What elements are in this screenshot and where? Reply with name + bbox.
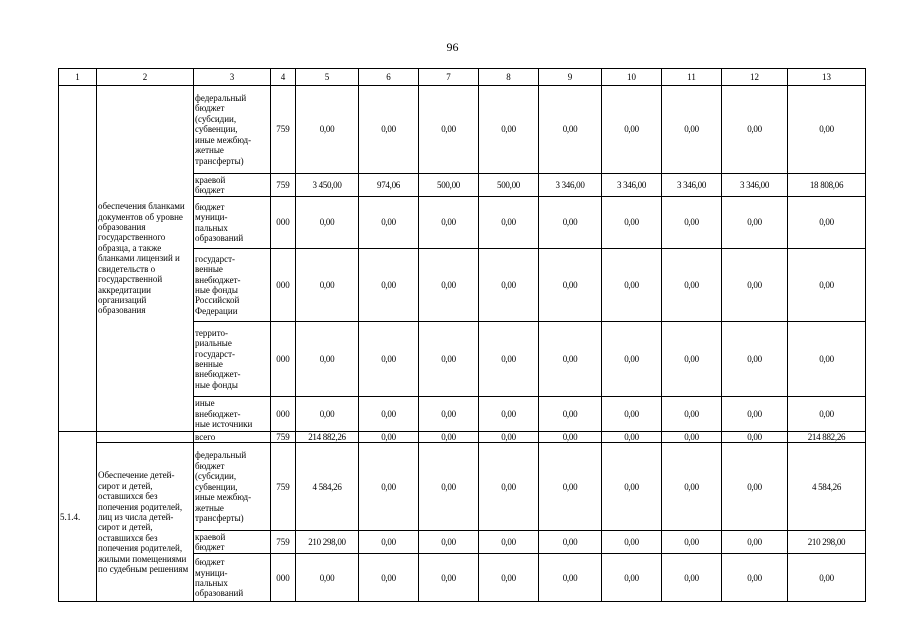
header-col-8: 8 [479,69,539,86]
item-5-1-4-value-col-6: 0,00 [359,531,419,554]
header-col-13: 13 [788,69,866,86]
item-5-1-4-description: Обеспечение детей-сирот и детей, оставшихся без попечения родителей, лиц из числа детей-сирот и детей, оставшихся без попечения родителей, жилыми помещениями по судебным решениям [97,443,194,602]
item-5-1-4-value-col-7: 0,00 [419,554,479,602]
item-5-1-4-value-col-8: 0,00 [479,554,539,602]
item-5-1-4-value-col-12: 0,00 [722,432,788,443]
header-col-6: 6 [359,69,419,86]
item-5-1-3-value-col-13: 18 808,06 [788,174,866,197]
item-5-1-3-value-col-6: 0,00 [359,322,419,397]
item-5-1-3-description: обеспечения бланками документов об уровне образования государственного образца, а также бланками лицензий и свидетельств о государственной аккредитации организаций образования [97,86,194,432]
item-5-1-3-code: 000 [271,322,296,397]
item-5-1-4-code: 759 [271,432,296,443]
item-5-1-3-value-col-10: 0,00 [602,397,662,432]
item-5-1-4-value-col-11: 0,00 [662,443,722,531]
header-col-10: 10 [602,69,662,86]
item-5-1-3-value-col-5: 0,00 [296,249,359,322]
item-5-1-4-value-col-10: 0,00 [602,432,662,443]
header-col-2: 2 [97,69,194,86]
item-5-1-3-funding-source: федеральный бюджет (субсидии, субвенции, иные межбюд- жетные трансферты) [194,86,271,174]
item-5-1-3-value-col-10: 3 346,00 [602,174,662,197]
item-5-1-4-code: 759 [271,531,296,554]
item-5-1-4-value-col-6: 0,00 [359,443,419,531]
item-5-1-4-value-col-11: 0,00 [662,432,722,443]
item-5-1-3-value-col-5: 0,00 [296,397,359,432]
item-5-1-3-value-col-12: 0,00 [722,86,788,174]
item-5-1-3-value-col-13: 0,00 [788,397,866,432]
budget-table [58,68,866,602]
item-5-1-3-value-col-7: 500,00 [419,174,479,197]
item-5-1-4-value-col-5: 0,00 [296,554,359,602]
item-5-1-3-value-col-6: 974,06 [359,174,419,197]
item-5-1-4-number: 5.1.4. [59,432,97,602]
item-5-1-3-value-col-5: 0,00 [296,86,359,174]
item-5-1-4-code: 000 [271,554,296,602]
header-col-9: 9 [539,69,602,86]
header-col-7: 7 [419,69,479,86]
item-5-1-3-code: 759 [271,174,296,197]
item-5-1-4-value-col-10: 0,00 [602,554,662,602]
item-5-1-3-value-col-8: 0,00 [479,197,539,249]
item-5-1-3-value-col-7: 0,00 [419,249,479,322]
header-col-3: 3 [194,69,271,86]
item-5-1-3-value-col-9: 0,00 [539,86,602,174]
header-col-12: 12 [722,69,788,86]
item-5-1-3-value-col-8: 0,00 [479,249,539,322]
header-col-1: 1 [59,69,97,86]
item-5-1-3-value-col-13: 0,00 [788,322,866,397]
item-5-1-4-value-col-12: 0,00 [722,443,788,531]
item-5-1-4-value-col-5: 4 584,26 [296,443,359,531]
item-5-1-3-value-col-11: 0,00 [662,197,722,249]
header-col-11: 11 [662,69,722,86]
item-5-1-3-value-col-13: 0,00 [788,249,866,322]
item-5-1-3-value-col-8: 0,00 [479,86,539,174]
item-5-1-4-row [59,432,866,443]
item-5-1-3-value-col-5: 0,00 [296,322,359,397]
item-5-1-4-value-col-11: 0,00 [662,531,722,554]
item-5-1-3-value-col-11: 0,00 [662,322,722,397]
item-5-1-3-value-col-10: 0,00 [602,197,662,249]
item-5-1-4-funding-source: бюджет муници- пальных образований [194,554,271,602]
item-5-1-3-value-col-10: 0,00 [602,322,662,397]
item-5-1-4-code: 759 [271,443,296,531]
item-5-1-4-value-col-6: 0,00 [359,554,419,602]
item-5-1-4-value-col-10: 0,00 [602,443,662,531]
item-5-1-3-value-col-6: 0,00 [359,86,419,174]
header-col-4: 4 [271,69,296,86]
item-5-1-4-value-col-12: 0,00 [722,554,788,602]
item-5-1-3-value-col-9: 0,00 [539,249,602,322]
item-5-1-3-value-col-7: 0,00 [419,197,479,249]
item-5-1-4-value-col-8: 0,00 [479,443,539,531]
item-5-1-3-value-col-12: 3 346,00 [722,174,788,197]
item-5-1-4-value-col-8: 0,00 [479,432,539,443]
item-5-1-4-funding-source: федеральный бюджет (субсидии, субвенции, иные межбюд- жетные трансферты) [194,443,271,531]
item-5-1-4-funding-source: всего [194,432,271,443]
item-5-1-4-value-col-11: 0,00 [662,554,722,602]
item-5-1-3-value-col-6: 0,00 [359,249,419,322]
item-5-1-4-value-col-12: 0,00 [722,531,788,554]
item-5-1-3-value-col-9: 0,00 [539,322,602,397]
item-5-1-3-value-col-10: 0,00 [602,249,662,322]
item-5-1-4-value-col-13: 214 882,26 [788,432,866,443]
page-number: 96 [446,40,459,54]
header-col-5: 5 [296,69,359,86]
item-5-1-3-code: 759 [271,86,296,174]
item-5-1-3-value-col-5: 3 450,00 [296,174,359,197]
item-5-1-4-value-col-9: 0,00 [539,432,602,443]
item-5-1-3-funding-source: террито- риальные государст- венные внебюджет- ные фонды [194,322,271,397]
item-5-1-3-value-col-7: 0,00 [419,86,479,174]
item-5-1-3-number [59,86,97,432]
item-5-1-3-value-col-5: 0,00 [296,197,359,249]
item-5-1-4-row [59,443,866,531]
item-5-1-4-value-col-10: 0,00 [602,531,662,554]
item-5-1-3-row [59,86,866,174]
item-5-1-3-value-col-8: 0,00 [479,322,539,397]
item-5-1-3-funding-source: государст- венные внебюджет- ные фонды Российской Федерации [194,249,271,322]
item-5-1-4-value-col-5: 210 298,00 [296,531,359,554]
item-5-1-3-value-col-9: 0,00 [539,197,602,249]
item-5-1-3-value-col-12: 0,00 [722,397,788,432]
item-5-1-3-value-col-12: 0,00 [722,322,788,397]
item-5-1-4-value-col-13: 0,00 [788,554,866,602]
item-5-1-3-value-col-8: 500,00 [479,174,539,197]
item-5-1-4-value-col-5: 214 882,26 [296,432,359,443]
item-5-1-3-value-col-9: 0,00 [539,397,602,432]
item-5-1-3-value-col-11: 0,00 [662,86,722,174]
item-5-1-3-code: 000 [271,397,296,432]
item-5-1-4-value-col-7: 0,00 [419,432,479,443]
item-5-1-4-value-col-9: 0,00 [539,554,602,602]
item-5-1-4-description-top [97,432,194,443]
item-5-1-4-value-col-13: 4 584,26 [788,443,866,531]
item-5-1-3-value-col-11: 0,00 [662,249,722,322]
item-5-1-3-value-col-10: 0,00 [602,86,662,174]
item-5-1-3-funding-source: краевой бюджет [194,174,271,197]
item-5-1-3-value-col-11: 3 346,00 [662,174,722,197]
item-5-1-4-value-col-9: 0,00 [539,531,602,554]
item-5-1-3-value-col-13: 0,00 [788,86,866,174]
item-5-1-3-funding-source: бюджет муници- пальных образований [194,197,271,249]
item-5-1-3-value-col-6: 0,00 [359,397,419,432]
item-5-1-3-value-col-9: 3 346,00 [539,174,602,197]
item-5-1-3-value-col-8: 0,00 [479,397,539,432]
item-5-1-3-value-col-7: 0,00 [419,322,479,397]
item-5-1-3-value-col-7: 0,00 [419,397,479,432]
item-5-1-4-value-col-7: 0,00 [419,531,479,554]
item-5-1-3-value-col-13: 0,00 [788,197,866,249]
item-5-1-3-value-col-11: 0,00 [662,397,722,432]
item-5-1-3-code: 000 [271,249,296,322]
item-5-1-3-value-col-12: 0,00 [722,197,788,249]
item-5-1-3-value-col-12: 0,00 [722,249,788,322]
item-5-1-4-value-col-7: 0,00 [419,443,479,531]
header-row [59,69,866,86]
item-5-1-4-value-col-13: 210 298,00 [788,531,866,554]
item-5-1-4-value-col-8: 0,00 [479,531,539,554]
item-5-1-3-funding-source: иные внебюджет- ные источники [194,397,271,432]
item-5-1-4-funding-source: краевой бюджет [194,531,271,554]
item-5-1-3-code: 000 [271,197,296,249]
item-5-1-3-value-col-6: 0,00 [359,197,419,249]
item-5-1-4-value-col-6: 0,00 [359,432,419,443]
item-5-1-4-value-col-9: 0,00 [539,443,602,531]
